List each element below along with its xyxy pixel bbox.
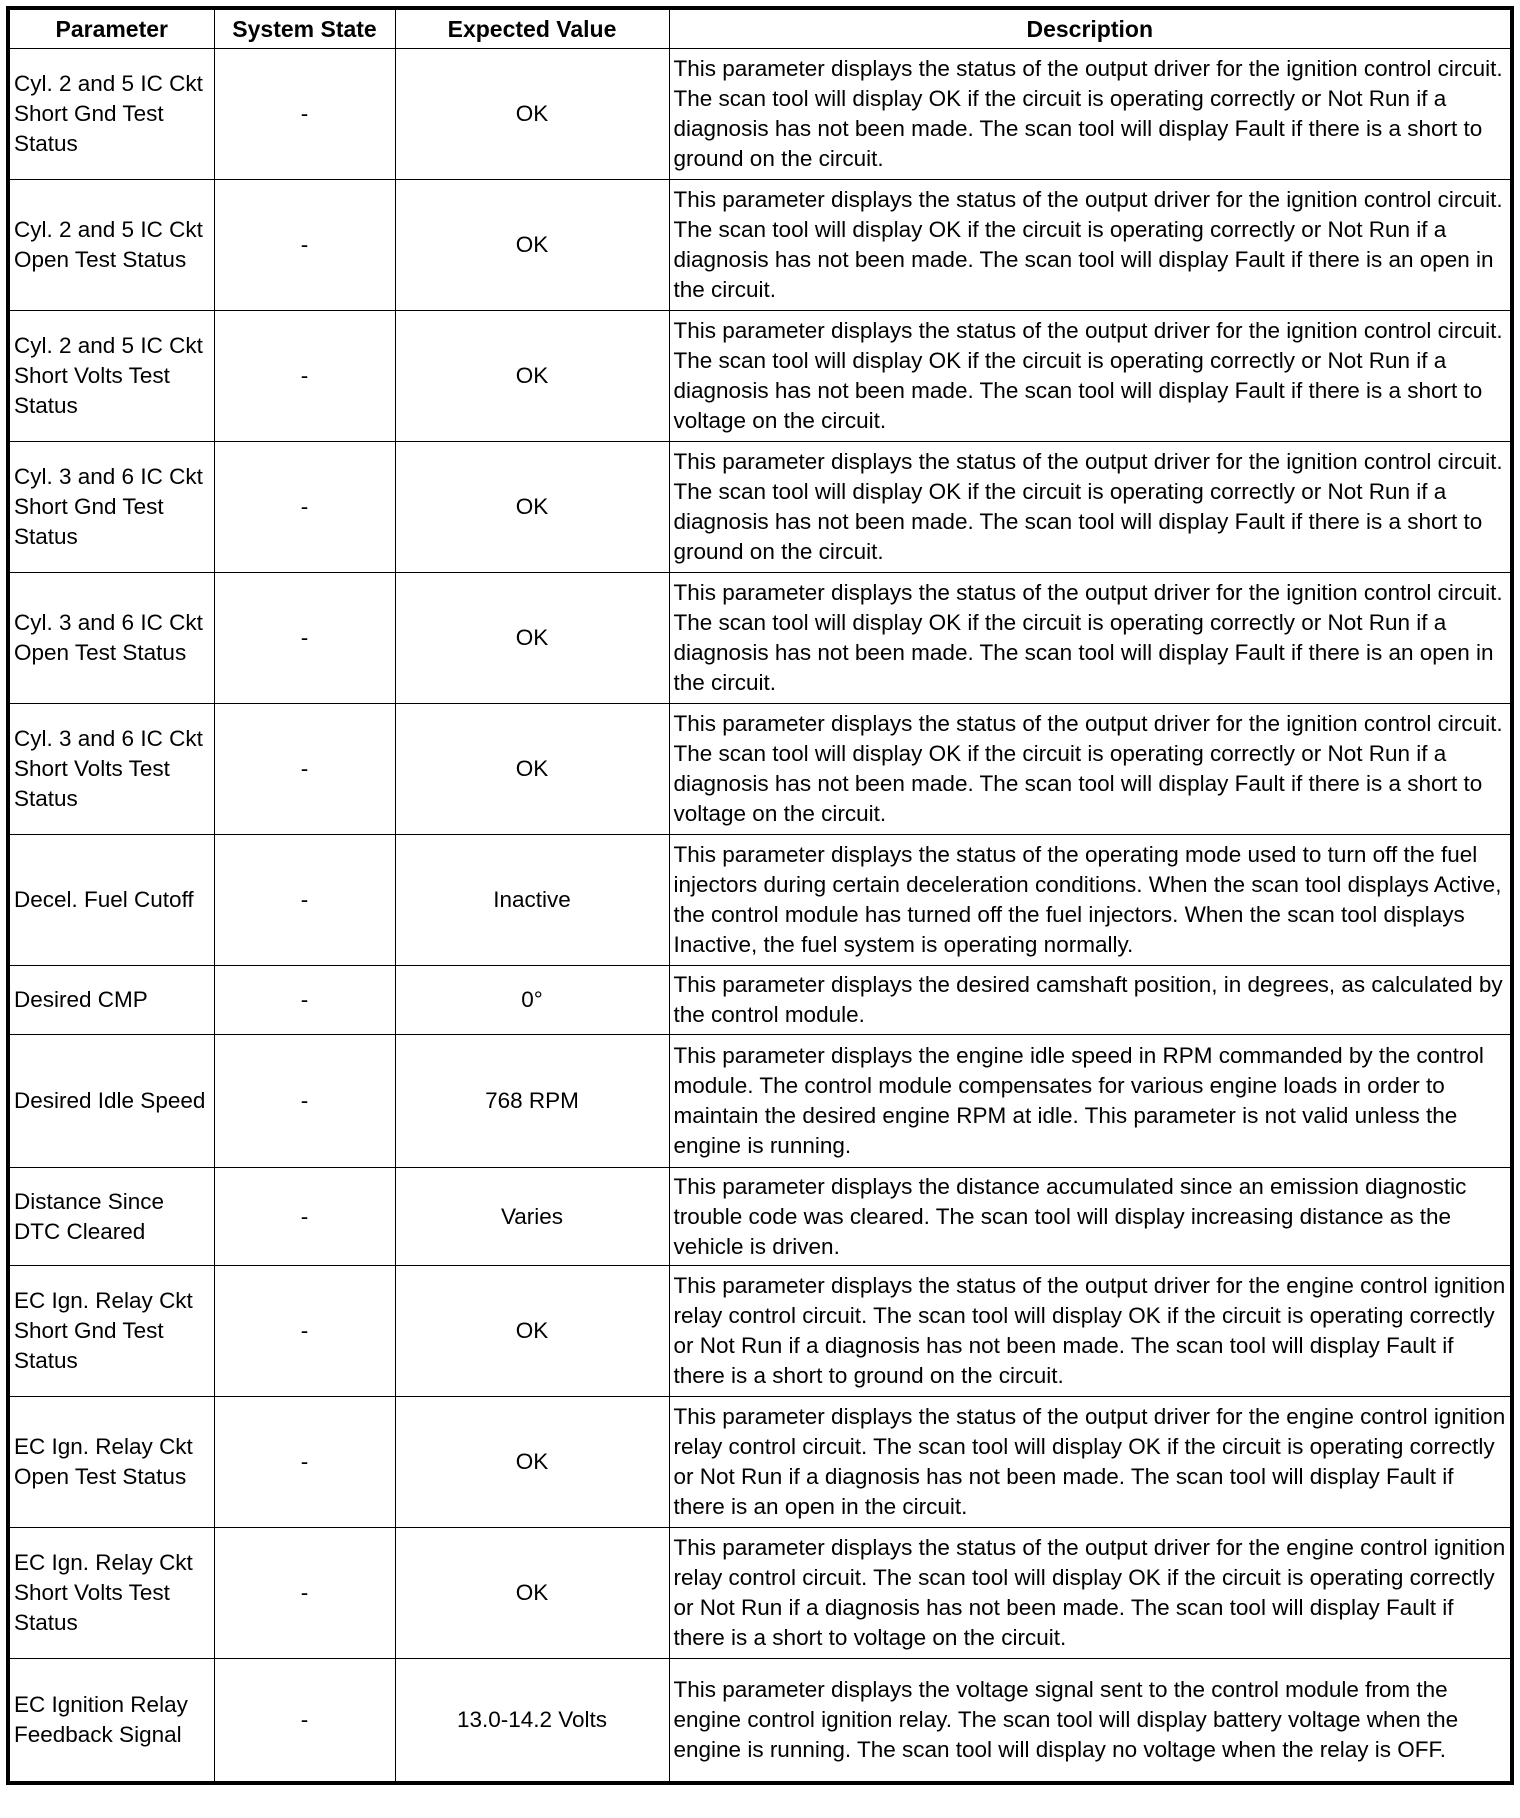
parameter-cell: Cyl. 2 and 5 IC Ckt Open Test Status bbox=[8, 180, 214, 311]
system-state-cell: - bbox=[214, 966, 395, 1035]
system-state-cell: - bbox=[214, 1528, 395, 1659]
table-row bbox=[8, 835, 1512, 966]
header-system-state: System State bbox=[214, 8, 395, 49]
system-state-cell: - bbox=[214, 1168, 395, 1266]
header-expected-value: Expected Value bbox=[395, 8, 669, 49]
expected-value-cell: OK bbox=[395, 1266, 669, 1397]
system-state-cell: - bbox=[214, 1266, 395, 1397]
system-state-cell: - bbox=[214, 573, 395, 704]
parameter-cell: Cyl. 3 and 6 IC Ckt Short Gnd Test Status bbox=[8, 442, 214, 573]
expected-value-cell: 13.0-14.2 Volts bbox=[395, 1659, 669, 1784]
table-row bbox=[8, 442, 1512, 573]
table-row bbox=[8, 1266, 1512, 1397]
parameter-cell: Desired Idle Speed bbox=[8, 1035, 214, 1168]
header-parameter: Parameter bbox=[8, 8, 214, 49]
expected-value-cell: OK bbox=[395, 1528, 669, 1659]
table-row bbox=[8, 966, 1512, 1035]
header-description: Description bbox=[669, 8, 1512, 49]
parameter-cell: Cyl. 2 and 5 IC Ckt Short Gnd Test Status bbox=[8, 49, 214, 180]
system-state-cell: - bbox=[214, 49, 395, 180]
expected-value-cell: OK bbox=[395, 1397, 669, 1528]
description-cell: This parameter displays the status of the output driver for the ignition control circuit. The scan tool will display OK if the circuit is operating correctly or Not Run if a diagnosis has not been made. The scan tool will display Fault if there is a short to voltage on the circuit. bbox=[669, 311, 1512, 442]
expected-value-cell: OK bbox=[395, 311, 669, 442]
expected-value-cell: OK bbox=[395, 704, 669, 835]
system-state-cell: - bbox=[214, 442, 395, 573]
parameter-table bbox=[6, 6, 1514, 1785]
table-row bbox=[8, 1035, 1512, 1168]
system-state-cell: - bbox=[214, 1397, 395, 1528]
table-row bbox=[8, 1528, 1512, 1659]
table-row bbox=[8, 1168, 1512, 1266]
table-row bbox=[8, 180, 1512, 311]
description-cell: This parameter displays the distance accumulated since an emission diagnostic trouble code was cleared. The scan tool will display increasing distance as the vehicle is driven. bbox=[669, 1168, 1512, 1266]
description-cell: This parameter displays the status of the output driver for the ignition control circuit. The scan tool will display OK if the circuit is operating correctly or Not Run if a diagnosis has not been made. The scan tool will display Fault if there is an open in the circuit. bbox=[669, 573, 1512, 704]
system-state-cell: - bbox=[214, 311, 395, 442]
description-cell: This parameter displays the voltage signal sent to the control module from the engine control ignition relay. The scan tool will display battery voltage when the engine is running. The scan tool will display no voltage when the relay is OFF. bbox=[669, 1659, 1512, 1784]
description-cell: This parameter displays the status of the output driver for the ignition control circuit. The scan tool will display OK if the circuit is operating correctly or Not Run if a diagnosis has not been made. The scan tool will display Fault if there is a short to voltage on the circuit. bbox=[669, 704, 1512, 835]
system-state-cell: - bbox=[214, 1035, 395, 1168]
description-cell: This parameter displays the status of the output driver for the engine control ignition relay control circuit. The scan tool will display OK if the circuit is operating correctly or Not Run if a diagnosis has not been made. The scan tool will display Fault if there is a short to voltage on the circuit. bbox=[669, 1528, 1512, 1659]
table-row bbox=[8, 573, 1512, 704]
expected-value-cell: OK bbox=[395, 49, 669, 180]
description-cell: This parameter displays the status of the output driver for the ignition control circuit. The scan tool will display OK if the circuit is operating correctly or Not Run if a diagnosis has not been made. The scan tool will display Fault if there is a short to ground on the circuit. bbox=[669, 49, 1512, 180]
parameter-cell: EC Ign. Relay Ckt Open Test Status bbox=[8, 1397, 214, 1528]
table-row bbox=[8, 1659, 1512, 1784]
expected-value-cell: 768 RPM bbox=[395, 1035, 669, 1168]
system-state-cell: - bbox=[214, 180, 395, 311]
description-cell: This parameter displays the status of the output driver for the ignition control circuit. The scan tool will display OK if the circuit is operating correctly or Not Run if a diagnosis has not been made. The scan tool will display Fault if there is a short to ground on the circuit. bbox=[669, 442, 1512, 573]
description-cell: This parameter displays the desired camshaft position, in degrees, as calculated by the control module. bbox=[669, 966, 1512, 1035]
description-cell: This parameter displays the status of the output driver for the ignition control circuit. The scan tool will display OK if the circuit is operating correctly or Not Run if a diagnosis has not been made. The scan tool will display Fault if there is an open in the circuit. bbox=[669, 180, 1512, 311]
parameter-cell: EC Ignition Relay Feedback Signal bbox=[8, 1659, 214, 1784]
parameter-cell: Cyl. 2 and 5 IC Ckt Short Volts Test Status bbox=[8, 311, 214, 442]
expected-value-cell: OK bbox=[395, 442, 669, 573]
system-state-cell: - bbox=[214, 835, 395, 966]
parameter-cell: Distance Since DTC Cleared bbox=[8, 1168, 214, 1266]
parameter-cell: Decel. Fuel Cutoff bbox=[8, 835, 214, 966]
expected-value-cell: 0° bbox=[395, 966, 669, 1035]
parameter-cell: EC Ign. Relay Ckt Short Volts Test Status bbox=[8, 1528, 214, 1659]
table-row bbox=[8, 311, 1512, 442]
table-row bbox=[8, 49, 1512, 180]
expected-value-cell: Varies bbox=[395, 1168, 669, 1266]
description-cell: This parameter displays the engine idle speed in RPM commanded by the control module. The control module compensates for various engine loads in order to maintain the desired engine RPM at idle. This parameter is not valid unless the engine is running. bbox=[669, 1035, 1512, 1168]
parameter-cell: Desired CMP bbox=[8, 966, 214, 1035]
system-state-cell: - bbox=[214, 1659, 395, 1784]
expected-value-cell: OK bbox=[395, 573, 669, 704]
expected-value-cell: Inactive bbox=[395, 835, 669, 966]
expected-value-cell: OK bbox=[395, 180, 669, 311]
description-cell: This parameter displays the status of the output driver for the engine control ignition relay control circuit. The scan tool will display OK if the circuit is operating correctly or Not Run if a diagnosis has not been made. The scan tool will display Fault if there is a short to ground on the circuit. bbox=[669, 1266, 1512, 1397]
system-state-cell: - bbox=[214, 704, 395, 835]
parameter-cell: EC Ign. Relay Ckt Short Gnd Test Status bbox=[8, 1266, 214, 1397]
table-row bbox=[8, 1397, 1512, 1528]
parameter-cell: Cyl. 3 and 6 IC Ckt Short Volts Test Status bbox=[8, 704, 214, 835]
table-row bbox=[8, 704, 1512, 835]
parameter-cell: Cyl. 3 and 6 IC Ckt Open Test Status bbox=[8, 573, 214, 704]
description-cell: This parameter displays the status of the output driver for the engine control ignition relay control circuit. The scan tool will display OK if the circuit is operating correctly or Not Run if a diagnosis has not been made. The scan tool will display Fault if there is an open in the circuit. bbox=[669, 1397, 1512, 1528]
description-cell: This parameter displays the status of the operating mode used to turn off the fuel injectors during certain deceleration conditions. When the scan tool displays Active, the control module has turned off the fuel injectors. When the scan tool displays Inactive, the fuel system is operating normally. bbox=[669, 835, 1512, 966]
header-row bbox=[8, 8, 1512, 49]
